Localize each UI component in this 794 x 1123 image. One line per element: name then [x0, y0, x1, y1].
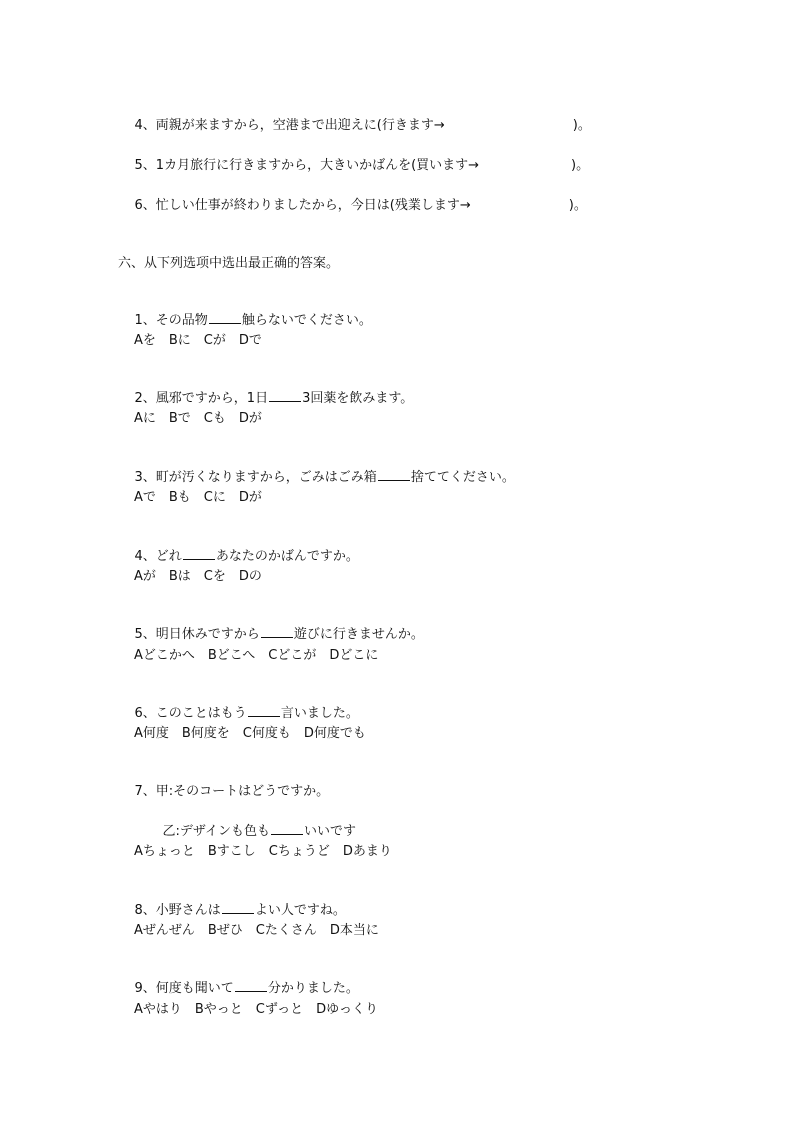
question-5-pre: 5、明日休みですから — [134, 627, 260, 642]
answer-blank — [222, 901, 254, 914]
question-9-options: Aやはり Bやっと Cずっと Dゆっくり — [134, 1002, 378, 1017]
answer-blank — [261, 625, 293, 638]
question-7-sub-post: いいです — [304, 824, 357, 839]
question-3-pre: 3、町が汚くなりますから，ごみはごみ箱 — [134, 470, 377, 485]
question-6-pre: 6、このことはもう — [134, 706, 247, 721]
question-8-options: Aぜんぜん Bぜひ Cたくさん D本当に — [134, 923, 379, 938]
answer-blank — [248, 704, 280, 717]
question-1 — [118, 293, 372, 328]
question-9-pre: 9、何度も聞いて — [134, 981, 234, 996]
question-9-post: 分かりました。 — [267, 981, 359, 996]
question-8-post: よい人ですね。 — [254, 903, 346, 918]
question-7 — [118, 765, 330, 799]
question-4-options: Aが Bは Cを Dの — [134, 569, 262, 584]
answer-blank — [209, 311, 241, 324]
question-6-options: A何度 B何度を C何度も D何度でも — [134, 726, 366, 741]
section-6-heading: 六、从下列选项中选出最正确的答案。 — [118, 256, 340, 271]
question-1-pre: 1、その品物 — [134, 313, 208, 328]
prev-item-6-close: )。 — [568, 198, 587, 213]
question-2-post: 3回薬を飲みます。 — [302, 391, 414, 406]
question-3-post: 捨ててください。 — [410, 470, 515, 485]
question-8-pre: 8、小野さんは — [134, 903, 221, 918]
answer-blank — [271, 822, 303, 835]
prev-item-4-close: )。 — [572, 118, 591, 133]
question-3 — [118, 450, 515, 485]
question-1-options: Aを Bに Cが Dで — [134, 333, 262, 348]
answer-blank — [378, 468, 410, 481]
question-7-options: Aちょっと Bすこし Cちょうど Dあまり — [134, 844, 392, 859]
prev-item-6 — [118, 179, 587, 213]
question-7-sub-pre: 乙:デザインも色も — [162, 824, 271, 839]
question-6-post: 言いました。 — [280, 706, 359, 721]
answer-blank — [269, 389, 301, 402]
question-2-options: Aに Bで Cも Dが — [134, 411, 262, 426]
prev-item-5-text: 5、1カ月旅行に行きますから，大きいかばんを(買います→ — [134, 158, 480, 173]
question-8 — [118, 883, 346, 918]
question-2-pre: 2、風邪ですから，1日 — [134, 391, 269, 406]
question-6 — [118, 686, 359, 721]
question-2 — [118, 371, 414, 406]
question-3-options: Aで Bも Cに Dが — [134, 490, 262, 505]
question-4 — [118, 529, 359, 564]
question-7-pre: 7、甲:そのコートはどうですか。 — [134, 784, 330, 799]
question-9 — [118, 961, 359, 996]
prev-item-4-text: 4、両親が来ますから，空港まで出迎えに(行きます→ — [134, 118, 445, 133]
question-7-sub — [146, 804, 357, 839]
question-5-options: Aどこかへ Bどこへ Cどこが Dどこに — [134, 648, 379, 663]
prev-item-6-text: 6、忙しい仕事が終わりましたから，今日は(残業します→ — [134, 198, 471, 213]
answer-blank — [183, 547, 215, 560]
prev-item-5-close: )。 — [571, 158, 590, 173]
question-5-post: 遊びに行きませんか。 — [293, 627, 424, 642]
prev-item-4 — [118, 99, 591, 133]
question-4-pre: 4、どれ — [134, 549, 182, 564]
answer-blank — [235, 979, 267, 992]
question-5 — [118, 607, 424, 642]
question-1-post: 触らないでください。 — [241, 313, 372, 328]
prev-item-5 — [118, 139, 590, 173]
question-4-post: あなたのかばんですか。 — [215, 549, 359, 564]
